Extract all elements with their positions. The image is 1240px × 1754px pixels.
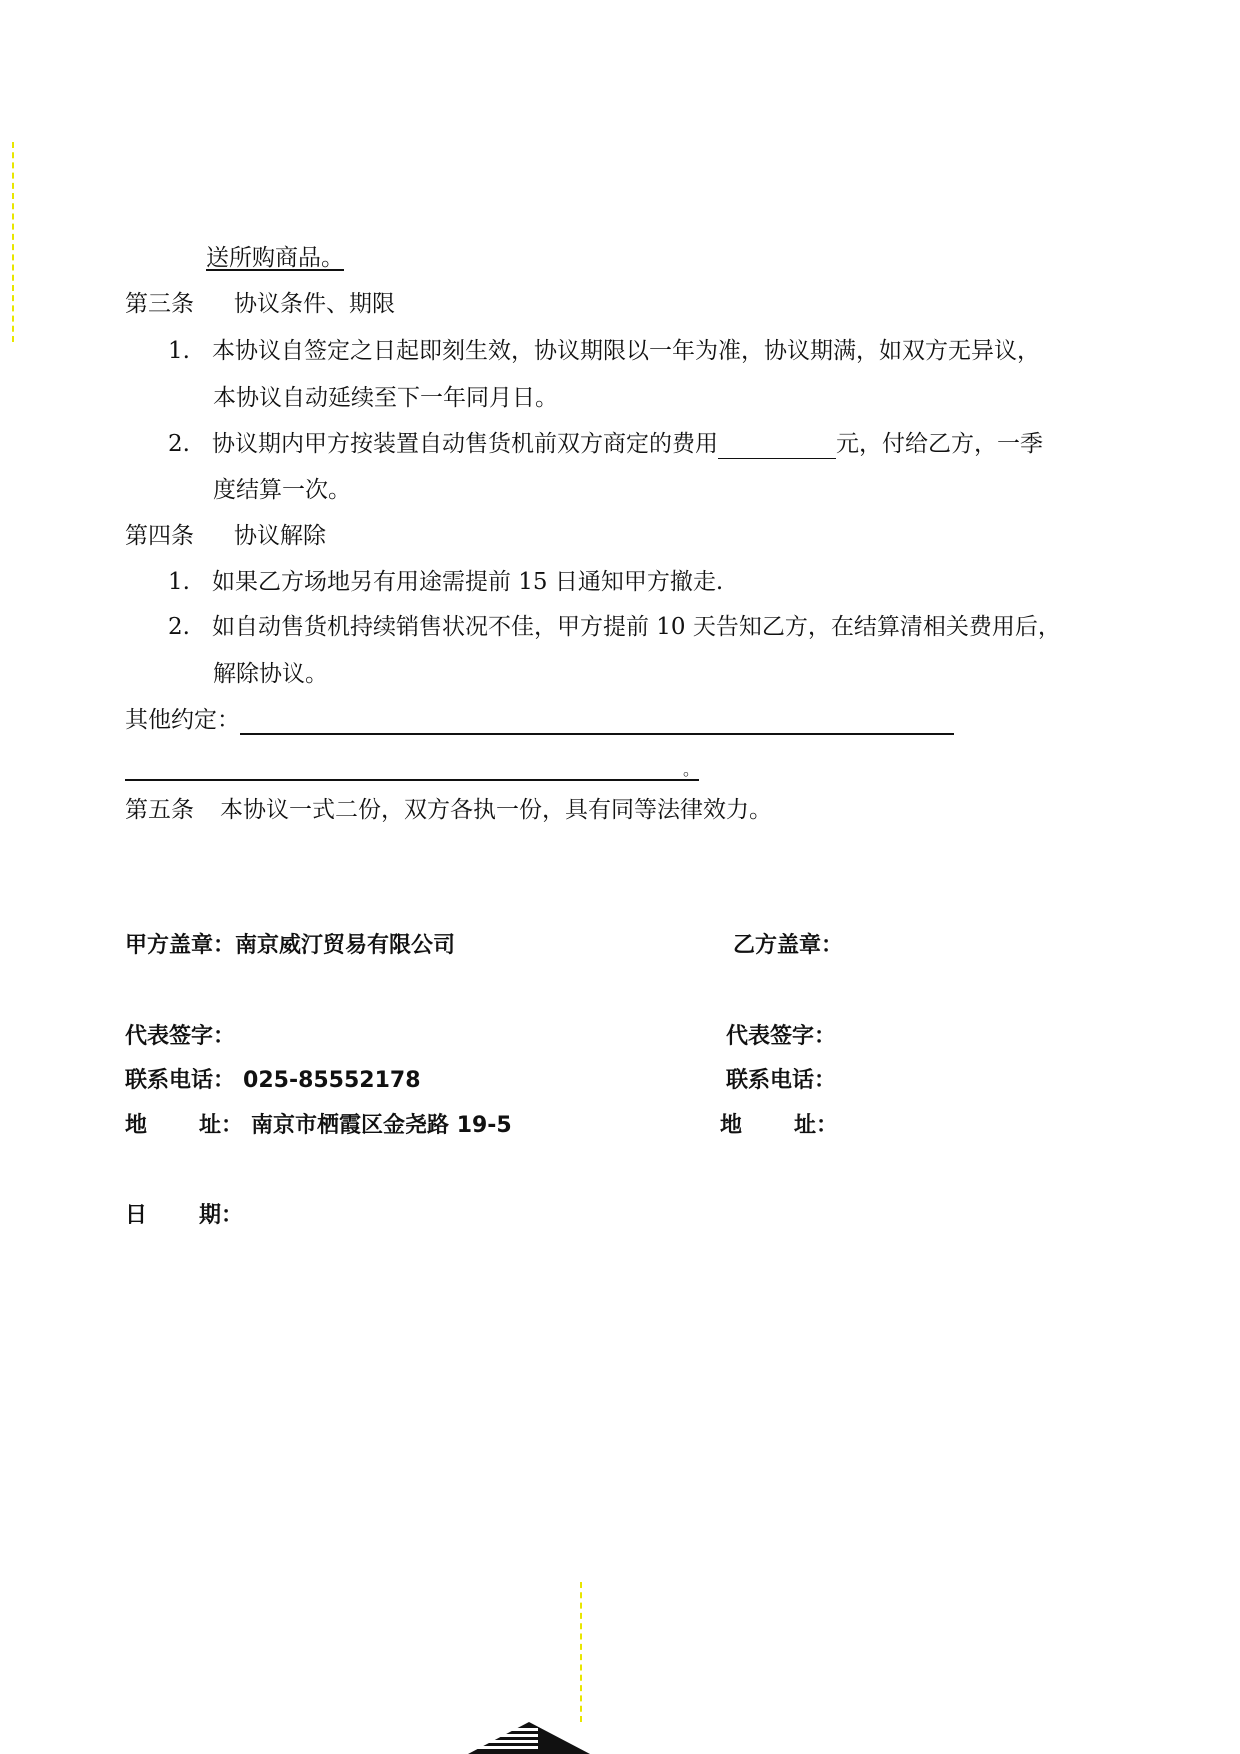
- party-b-address: 地 址：: [720, 1113, 839, 1138]
- party-b-seal-label: 乙方盖章：: [733, 933, 844, 958]
- article4-item2-number: 2.: [168, 614, 190, 640]
- article3-label: 第三条: [125, 291, 194, 317]
- party-a-phone: [125, 1066, 421, 1096]
- party-b-seal: [733, 931, 843, 961]
- date: 日 期：: [125, 1203, 244, 1228]
- article4-heading: [125, 521, 326, 551]
- article3-item2-number: 2.: [168, 431, 190, 457]
- article3-item2-line1: 2. 协议期内甲方按装置自动售货机前双方商定的费用 元，付给乙方，一季: [168, 431, 1043, 457]
- party-a-name: 南京威汀贸易有限公司: [235, 933, 456, 958]
- party-b-rep: 代表签字：: [726, 1024, 837, 1049]
- article3-title: 协议条件、期限: [234, 291, 395, 317]
- continuation-text: 送所购商品。: [206, 245, 344, 271]
- article4-title: 协议解除: [234, 523, 326, 549]
- article4-item1: 1. 如果乙方场地另有用途需提前 15 日通知甲方撤走.: [168, 569, 724, 595]
- article5: 第五条 本协议一式二份，双方各执一份，具有同等法律效力。: [125, 797, 772, 823]
- party-a-seal-label: 甲方盖章：: [125, 933, 236, 958]
- article3-item1-number: 1.: [168, 338, 190, 364]
- party-a-address: 地 址： 南京市栖霞区金尧路 19-5: [125, 1113, 512, 1138]
- fee-blank[interactable]: [718, 432, 836, 459]
- center-fold-dash: [580, 1582, 582, 1722]
- party-a-rep: 代表签字：: [125, 1024, 236, 1049]
- other-agreements: [125, 705, 954, 735]
- article4-item2-line1: 2. 如自动售货机持续销售状况不佳，甲方提前 10 天告知乙方，在结算清相关费用后，: [168, 614, 1061, 640]
- party-a-address-value: 南京市栖霞区金尧路 19-5: [251, 1113, 512, 1138]
- article3-heading: [125, 289, 395, 319]
- article3-item1-line2: 本协议自动延续至下一年同月日。: [213, 385, 558, 411]
- article4-item1-number: 1.: [168, 569, 190, 595]
- other-agreements-label: 其他约定：: [125, 707, 240, 733]
- decorative-triangle-icon: [468, 1720, 590, 1754]
- other-agreements-blank-1[interactable]: [240, 707, 954, 735]
- party-a-phone-label: 联系电话：: [125, 1068, 236, 1093]
- other-agreements-blank-2[interactable]: 。: [125, 753, 699, 781]
- article3-item2-line2: 度结算一次。: [213, 477, 351, 503]
- party-b-phone: 联系电话：: [726, 1068, 837, 1093]
- article4-label: 第四条: [125, 523, 194, 549]
- article5-label: 第五条: [125, 797, 194, 823]
- article4-item2-line2: 解除协议。: [213, 661, 328, 687]
- article3-item1-line1: 1. 本协议自签定之日起即刻生效，协议期限以一年为准，协议期满，如双方无异议，: [168, 338, 1040, 364]
- party-a-phone-value: 025-85552178: [243, 1068, 421, 1093]
- binding-margin-dash: [12, 142, 14, 342]
- party-a-seal: [125, 931, 455, 961]
- other-agreements-line2: [125, 751, 699, 781]
